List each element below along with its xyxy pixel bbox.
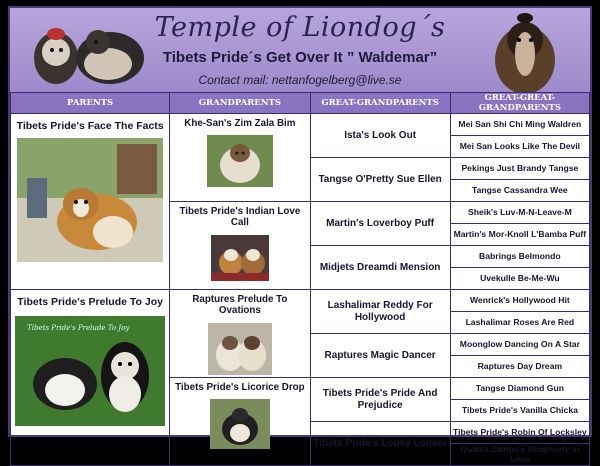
column-header-great-grandparents: GREAT-GRANDPARENTS	[310, 93, 450, 114]
dam-photo-caption: Tibets Pride's Prelude To Joy	[27, 324, 130, 333]
ggg-cell-16	[450, 444, 589, 466]
ggg-name-8: Uvekulle Be-Me-Wu	[480, 272, 560, 283]
ggg-name-10: Lashalimar Roses Are Red	[465, 316, 575, 327]
ggg-name-1: Mei San Shi Chi Ming Waldren	[458, 118, 582, 129]
great-grandparent-name-1: Ista's Look Out	[344, 129, 417, 141]
dog-photo-sire	[17, 138, 163, 262]
ggg-name-9: Wenrick's Hollywood Hit	[469, 294, 570, 305]
ggg-name-7: Babrings Belmondo	[479, 250, 561, 261]
ggg-cell-12	[450, 356, 589, 378]
great-grandparent-name-4: Midjets Dreamdi Mension	[319, 261, 441, 273]
ggg-name-3: Pekings Just Brandy Tangse	[461, 162, 579, 173]
great-grandparent-name-5: Lashalimar Reddy For Hollywood	[327, 300, 433, 323]
ggg-name-4: Tangse Cassandra Wee	[472, 184, 568, 195]
dog-photo-right	[488, 10, 562, 92]
grandparent-name-4: Tibets Pride's Licorice Drop	[175, 382, 305, 393]
ggg-cell-9	[450, 290, 589, 312]
ggg-cell-13	[450, 378, 589, 400]
great-grandparent-name-6: Raptures Magic Dancer	[324, 349, 436, 361]
parent-sire-name: Tibets Pride's Face The Facts	[16, 120, 164, 132]
header-banner	[10, 8, 590, 92]
dog-photo-dam-wrapper	[15, 316, 165, 426]
ggg-name-5: Sheik's Luv-M-N-Leave-M	[467, 206, 572, 217]
parent-dam-name: Tibets Pride's Prelude To Joy	[17, 296, 163, 308]
great-grandparent-name-7: Tibets Pride's Pride And Prejudice	[322, 388, 438, 411]
dog-name-title: Tibets Pride´s Get Over It ” Waldemar”	[162, 49, 438, 66]
dog-photo-grandparent-2	[211, 235, 269, 281]
ggg-name-12: Raptures Day Dream	[477, 360, 563, 371]
great-grandparent-name-2: Tangse O'Pretty Sue Ellen	[318, 173, 442, 185]
ggg-name-2: Mei San Looks Like The Devil	[459, 140, 581, 151]
great-grandparent-cell-7	[310, 378, 450, 422]
pedigree-table	[10, 92, 590, 466]
dog-photo-grandparent-3	[208, 323, 272, 375]
ggg-cell-11	[450, 334, 589, 356]
ggg-cell-1	[450, 114, 589, 136]
ggg-cell-6	[450, 224, 589, 246]
grandparent-cell-2	[170, 202, 310, 290]
column-header-great-great-grandparents: GREAT-GREAT-GRANDPARENTS	[450, 93, 589, 114]
grandparent-name-2: Tibets Pride's Indian Love Call	[179, 206, 301, 229]
dog-photo-dam	[15, 316, 165, 426]
great-grandparent-cell-4	[310, 246, 450, 290]
great-grandparent-cell-8	[310, 422, 450, 466]
ggg-cell-2	[450, 136, 589, 158]
dog-photo-grandparent-1	[207, 135, 273, 187]
ggg-cell-10	[450, 312, 589, 334]
great-grandparent-cell-6	[310, 334, 450, 378]
great-grandparent-name-3: Martin's Loverboy Puff	[326, 217, 435, 229]
grandparent-cell-4	[170, 378, 310, 466]
great-grandparent-name-8: Tibets Pride's Lousy Looser	[313, 437, 447, 449]
grandparent-cell-1	[170, 114, 310, 202]
parent-dam-cell	[11, 290, 170, 466]
ggg-cell-4	[450, 180, 589, 202]
dog-photo-grandparent-4	[210, 399, 270, 449]
ggg-name-13: Tangse Diamond Gun	[475, 382, 564, 393]
great-grandparent-cell-1	[310, 114, 450, 158]
pedigree-page	[8, 6, 592, 464]
great-grandparent-cell-2	[310, 158, 450, 202]
ggg-cell-15	[450, 422, 589, 444]
ggg-name-16: Quatro Zampe's Rhapsody In Love	[460, 443, 580, 464]
great-grandparent-cell-5	[310, 290, 450, 334]
page-title: Temple of Liondog´s	[154, 12, 446, 43]
ggg-cell-14	[450, 400, 589, 422]
great-grandparent-cell-3	[310, 202, 450, 246]
ggg-cell-8	[450, 268, 589, 290]
column-header-grandparents: GRANDPARENTS	[170, 93, 310, 114]
parent-sire-cell	[11, 114, 170, 290]
ggg-cell-3	[450, 158, 589, 180]
ggg-name-14: Tibets Pride's Vanilla Chicka	[461, 404, 578, 415]
grandparent-cell-3	[170, 290, 310, 378]
ggg-name-11: Moonglow Dancing On A Star	[459, 338, 580, 349]
column-header-parents: PARENTS	[11, 93, 170, 114]
grandparent-name-3: Raptures Prelude To Ovations	[192, 294, 288, 317]
contact-mail: Contact mail: nettanfogelberg@live.se	[198, 73, 402, 87]
ggg-cell-5	[450, 202, 589, 224]
ggg-name-6: Martin's Mor-Knoll L'Bamba Puff	[453, 228, 587, 239]
grandparent-name-1: Khe-San's Zim Zala Bim	[184, 118, 296, 129]
ggg-cell-7	[450, 246, 589, 268]
ggg-name-15: Tibets Pride's Robin Of Locksley	[453, 426, 587, 437]
